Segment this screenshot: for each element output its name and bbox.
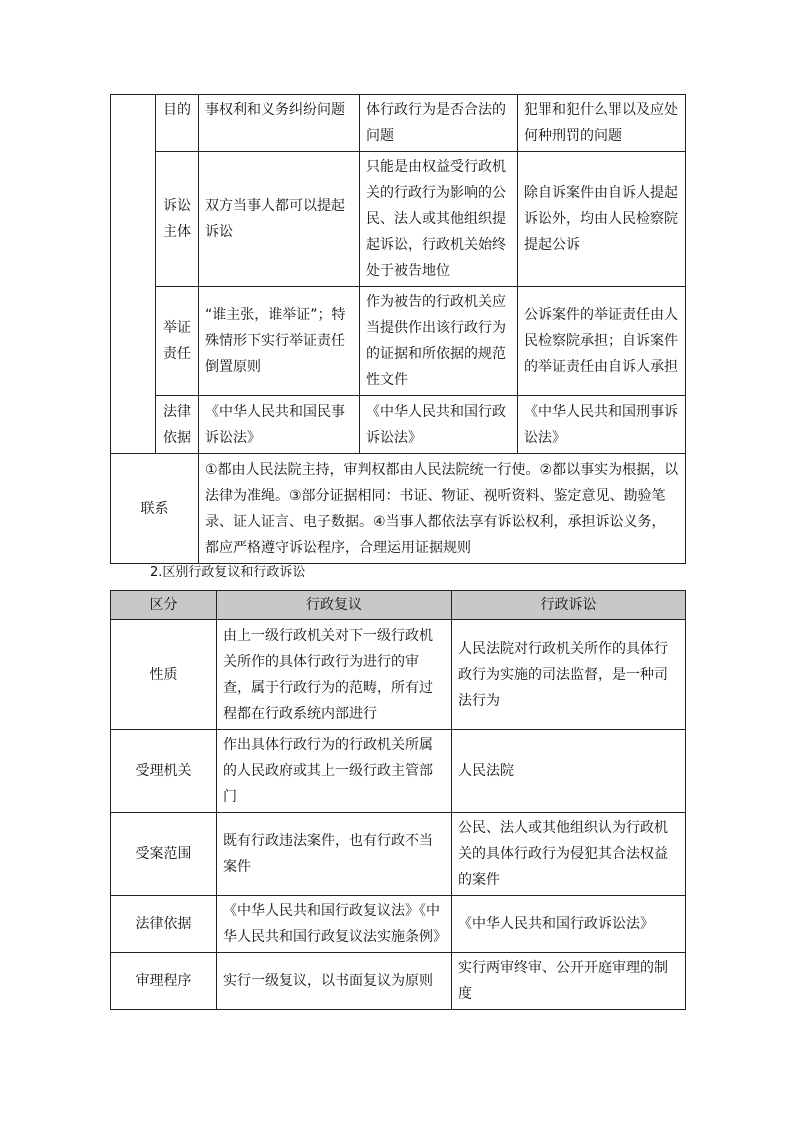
table-header-row	[111, 591, 686, 620]
table-row	[111, 896, 686, 953]
criminal-cell: 公诉案件的举证责任由人民检察院承担；自诉案件的举证责任由自诉人承担	[518, 287, 686, 396]
administrative-cell: 体行政行为是否合法的问题	[360, 95, 518, 152]
row-label: 诉讼主体	[156, 152, 199, 287]
table-row	[111, 287, 686, 396]
litigation-cell: 人民法院对行政机关所作的具体行政行为实施的司法监督，是一种司法行为	[452, 620, 686, 730]
civil-cell: “谁主张，谁举证”；特殊情形下实行举证责任倒置原则	[199, 287, 360, 396]
row-label: 法律依据	[111, 896, 217, 953]
table-row	[111, 620, 686, 730]
row-label: 举证责任	[156, 287, 199, 396]
table-row	[111, 454, 686, 564]
relation-text: ①都由人民法院主持，审判权都由人民法院统一行使。②都以事实为根据，以法律为准绳。③部分证据相同：书证、物证、视听资料、鉴定意见、勘验笔录、证人证言、电子数据。④当事人都依法享有诉讼权利，承担诉讼义务，都应严格遵守诉讼程序，合理运用证据规则	[199, 454, 686, 564]
administrative-cell: 《中华人民共和国行政诉讼法》	[360, 396, 518, 454]
administrative-cell: 作为被告的行政机关应当提供作出该行政行为的证据和所依据的规范性文件	[360, 287, 518, 396]
header-category: 区分	[111, 591, 217, 620]
row-label: 受案范围	[111, 813, 217, 896]
criminal-cell: 犯罪和犯什么罪以及应处何种刑罚的问题	[518, 95, 686, 152]
row-label: 审理程序	[111, 953, 217, 1010]
litigation-cell: 人民法院	[452, 730, 686, 813]
civil-cell: 《中华人民共和国民事诉讼法》	[199, 396, 360, 454]
review-cell: 既有行政违法案件，也有行政不当案件	[217, 813, 452, 896]
table-row	[111, 813, 686, 896]
litigation-cell: 《中华人民共和国行政诉讼法》	[452, 896, 686, 953]
table-row	[111, 95, 686, 152]
header-review: 行政复议	[217, 591, 452, 620]
header-litigation: 行政诉讼	[452, 591, 686, 620]
row-label: 目的	[156, 95, 199, 152]
row-label: 性质	[111, 620, 217, 730]
row-label: 受理机关	[111, 730, 217, 813]
criminal-cell: 《中华人民共和国刑事诉讼法》	[518, 396, 686, 454]
review-cell: 作出具体行政行为的行政机关所属的人民政府或其上一级行政主管部门	[217, 730, 452, 813]
review-vs-litigation-table	[110, 590, 686, 1010]
section-title: 2.区别行政复议和行政诉讼	[150, 565, 306, 580]
civil-cell: 双方当事人都可以提起诉讼	[199, 152, 360, 287]
row-label: 法律依据	[156, 396, 199, 454]
litigation-cell: 公民、法人或其他组织认为行政机关的具体行政行为侵犯其合法权益的案件	[452, 813, 686, 896]
litigation-comparison-table	[110, 94, 686, 564]
administrative-cell: 只能是由权益受行政机关的行政行为影响的公民、法人或其他组织提起诉讼，行政机关始终处于被告地位	[360, 152, 518, 287]
table-row	[111, 396, 686, 454]
litigation-cell: 实行两审终审、公开开庭审理的制度	[452, 953, 686, 1010]
review-cell: 实行一级复议，以书面复议为原则	[217, 953, 452, 1010]
relation-label: 联系	[111, 454, 199, 564]
review-cell: 由上一级行政机关对下一级行政机关所作的具体行政行为进行的审查，属于行政行为的范畴，所有过程都在行政系统内部进行	[217, 620, 452, 730]
table-row	[111, 152, 686, 287]
table-row	[111, 730, 686, 813]
criminal-cell: 除自诉案件由自诉人提起诉讼外，均由人民检察院提起公诉	[518, 152, 686, 287]
review-cell: 《中华人民共和国行政复议法》《中华人民共和国行政复议法实施条例》	[217, 896, 452, 953]
table-row	[111, 953, 686, 1010]
civil-cell: 事权利和义务纠纷问题	[199, 95, 360, 152]
merged-blank-cell	[111, 95, 156, 454]
